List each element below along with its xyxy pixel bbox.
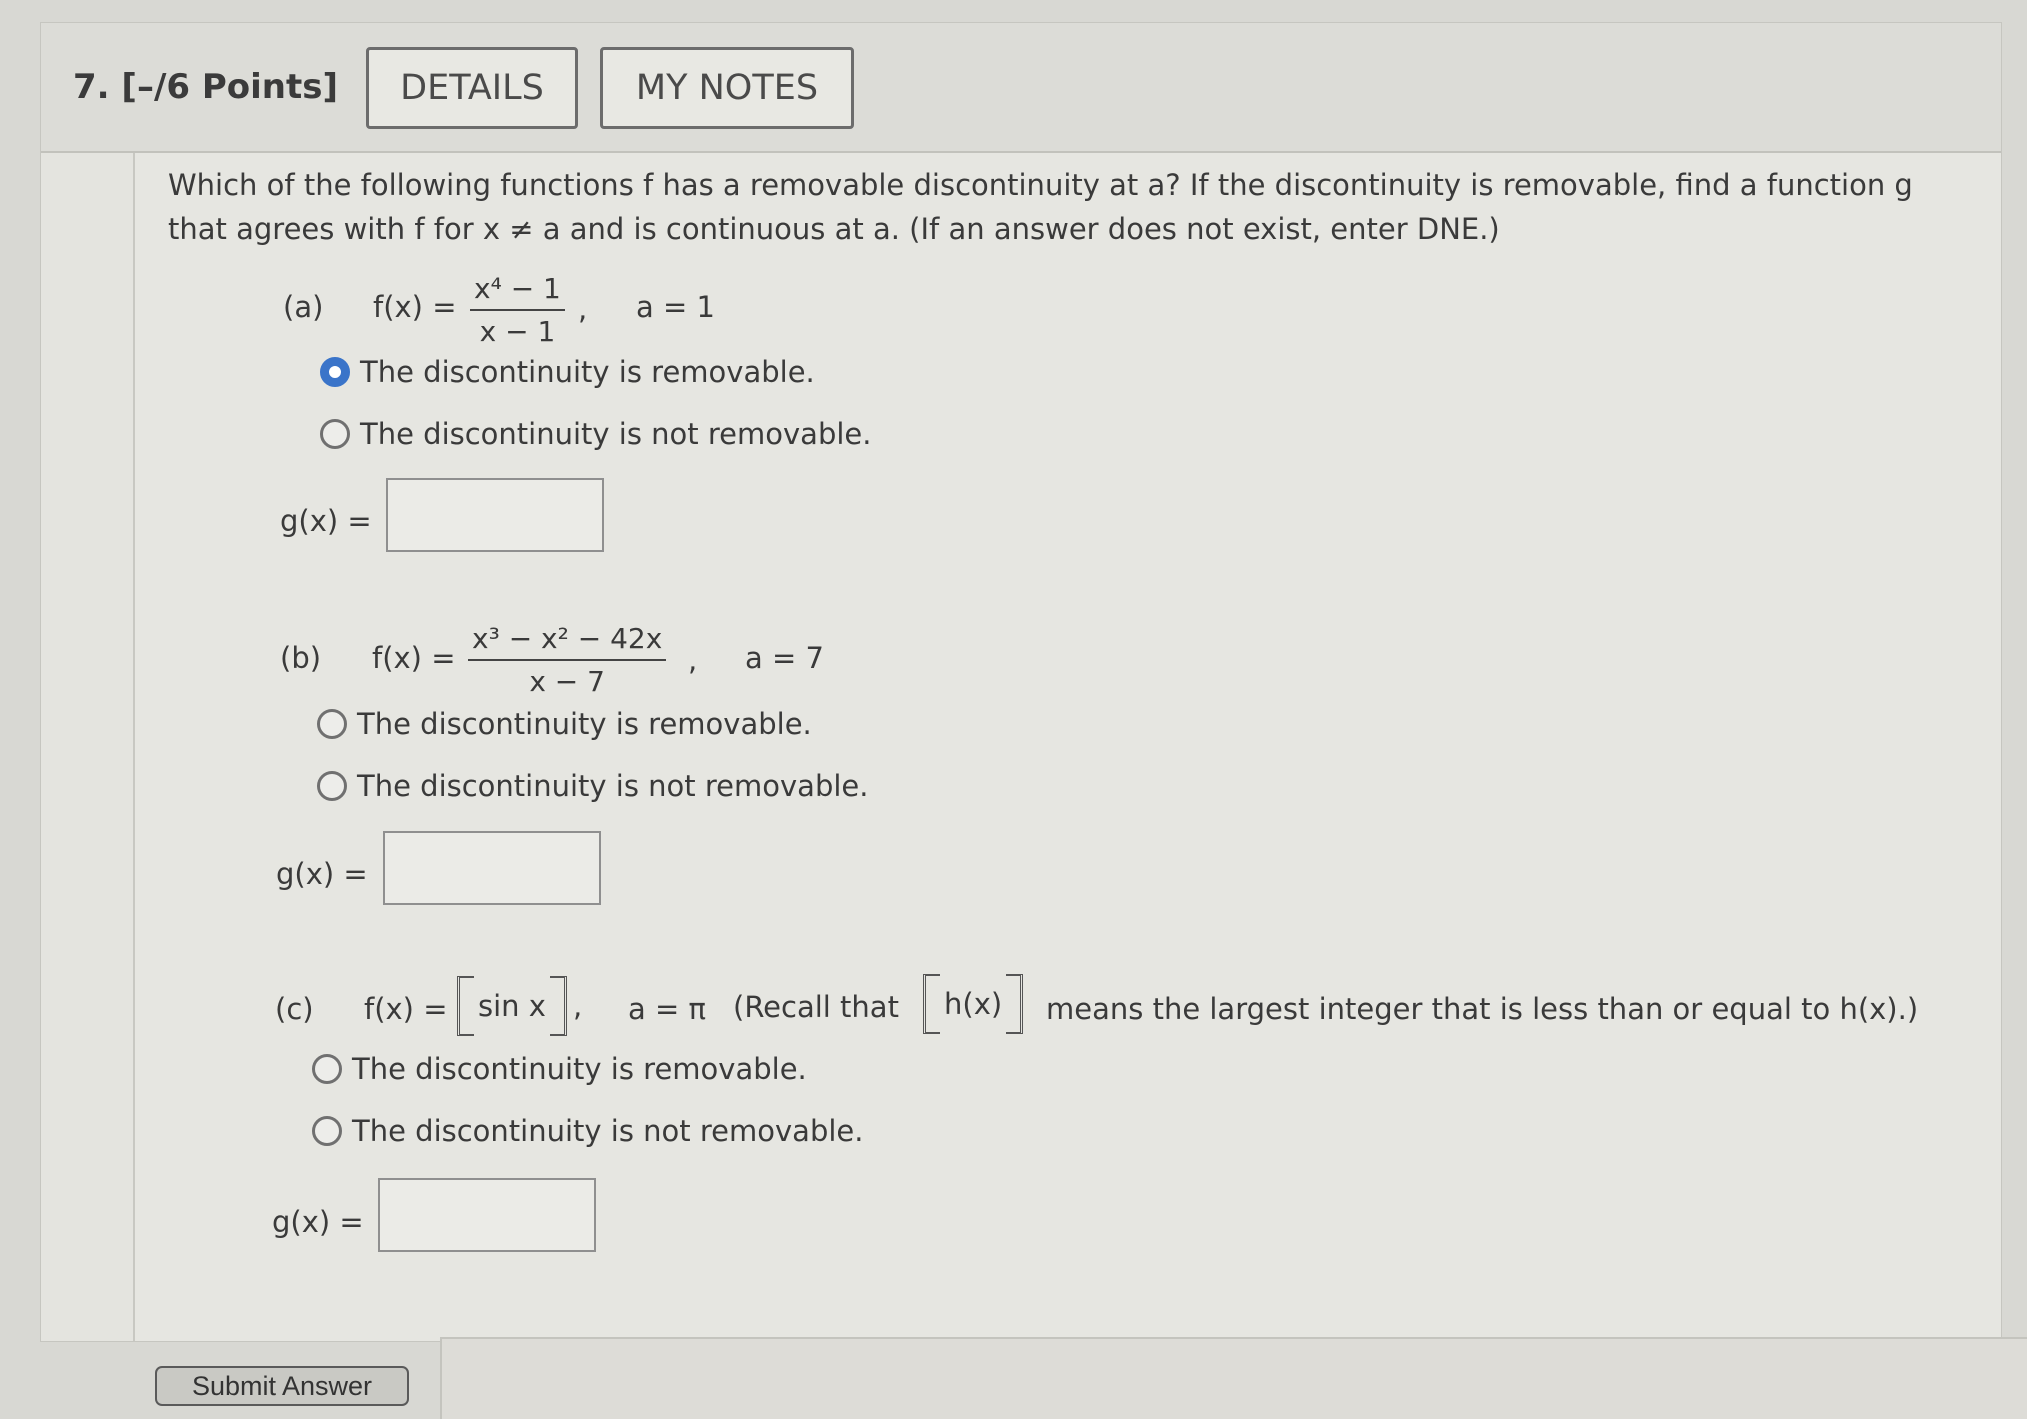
part-c-option-removable-text: The discontinuity is removable. — [352, 1052, 807, 1086]
part-a-option-removable[interactable] — [320, 355, 815, 389]
part-a-numerator: x⁴ − 1 — [470, 272, 565, 311]
part-b-f-prefix: f(x) = — [372, 641, 456, 675]
part-b-option-not-removable-text: The discontinuity is not removable. — [357, 769, 869, 803]
part-a-option-not-removable[interactable] — [320, 417, 871, 451]
part-c-floor-content: sin x — [478, 989, 546, 1023]
part-b-g-input[interactable] — [383, 831, 601, 905]
part-b-radio-removable[interactable] — [317, 709, 347, 739]
part-a-g-label: g(x) = — [280, 504, 372, 538]
part-b-g-label: g(x) = — [276, 857, 368, 891]
part-c-radio-not-removable[interactable] — [312, 1116, 342, 1146]
part-b-comma: , — [688, 643, 698, 677]
question-body — [133, 153, 2001, 1341]
part-a-fraction — [470, 272, 565, 348]
part-c-g-label: g(x) = — [272, 1205, 364, 1239]
part-a-denominator: x − 1 — [479, 315, 556, 348]
part-c-option-not-removable[interactable] — [312, 1114, 863, 1148]
recall-floor-right-bracket-icon — [1006, 974, 1023, 1034]
part-c-floor-expression: sin x , — [457, 976, 582, 1036]
part-a-option-removable-text: The discontinuity is removable. — [360, 355, 815, 389]
floor-left-bracket-icon — [457, 976, 474, 1036]
part-c-recall-floor-content: h(x) — [944, 987, 1003, 1021]
part-a-a-value: a = 1 — [636, 290, 715, 324]
submit-answer-button[interactable]: Submit Answer — [155, 1366, 409, 1406]
part-c-option-removable[interactable] — [312, 1052, 807, 1086]
part-b-option-not-removable[interactable] — [317, 769, 868, 803]
part-b-fraction — [468, 622, 666, 698]
footer-panel — [440, 1337, 2027, 1419]
floor-right-bracket-icon — [550, 976, 567, 1036]
part-c-recall-prefix: (Recall that — [733, 990, 899, 1024]
question-number-points: 7. [–/6 Points] — [73, 67, 339, 107]
part-b-numerator: x³ − x² − 42x — [468, 622, 666, 661]
part-a-radio-removable[interactable] — [320, 357, 350, 387]
part-b-radio-not-removable[interactable] — [317, 771, 347, 801]
part-a-g-input[interactable] — [386, 478, 604, 552]
details-button[interactable]: DETAILS — [366, 47, 578, 129]
question-header — [41, 23, 2001, 153]
part-b-denominator: x − 7 — [529, 665, 605, 698]
my-notes-button[interactable]: MY NOTES — [600, 47, 854, 129]
recall-floor-left-bracket-icon — [923, 974, 940, 1034]
part-c-a-value: a = π — [628, 992, 706, 1026]
part-a-f-prefix: f(x) = — [373, 290, 457, 324]
part-c-recall-suffix: means the largest integer that is less than or equal to h(x).) — [1046, 992, 1919, 1026]
part-c-option-not-removable-text: The discontinuity is not removable. — [352, 1114, 864, 1148]
part-c-g-input[interactable] — [378, 1178, 596, 1252]
part-b-option-removable[interactable] — [317, 707, 812, 741]
part-a-radio-not-removable[interactable] — [320, 419, 350, 449]
part-b-a-value: a = 7 — [745, 641, 824, 675]
part-c-recall-floor — [923, 974, 1023, 1034]
part-b-option-removable-text: The discontinuity is removable. — [357, 707, 812, 741]
part-c-radio-removable[interactable] — [312, 1054, 342, 1084]
part-a-label: (a) — [283, 290, 324, 324]
part-a-comma: , — [578, 292, 588, 326]
part-b-label: (b) — [280, 641, 322, 675]
part-c-label: (c) — [275, 992, 314, 1026]
part-c-f-prefix: f(x) = — [364, 992, 448, 1026]
part-a-option-not-removable-text: The discontinuity is not removable. — [360, 417, 872, 451]
question-prompt-line-2: that agrees with f for x ≠ a and is continuous at a. (If an answer does not exist, enter DNE.) — [168, 212, 1500, 246]
question-prompt-line-1: Which of the following functions f has a removable discontinuity at a? If the discontinuity is removable, find a function g — [168, 168, 1913, 202]
